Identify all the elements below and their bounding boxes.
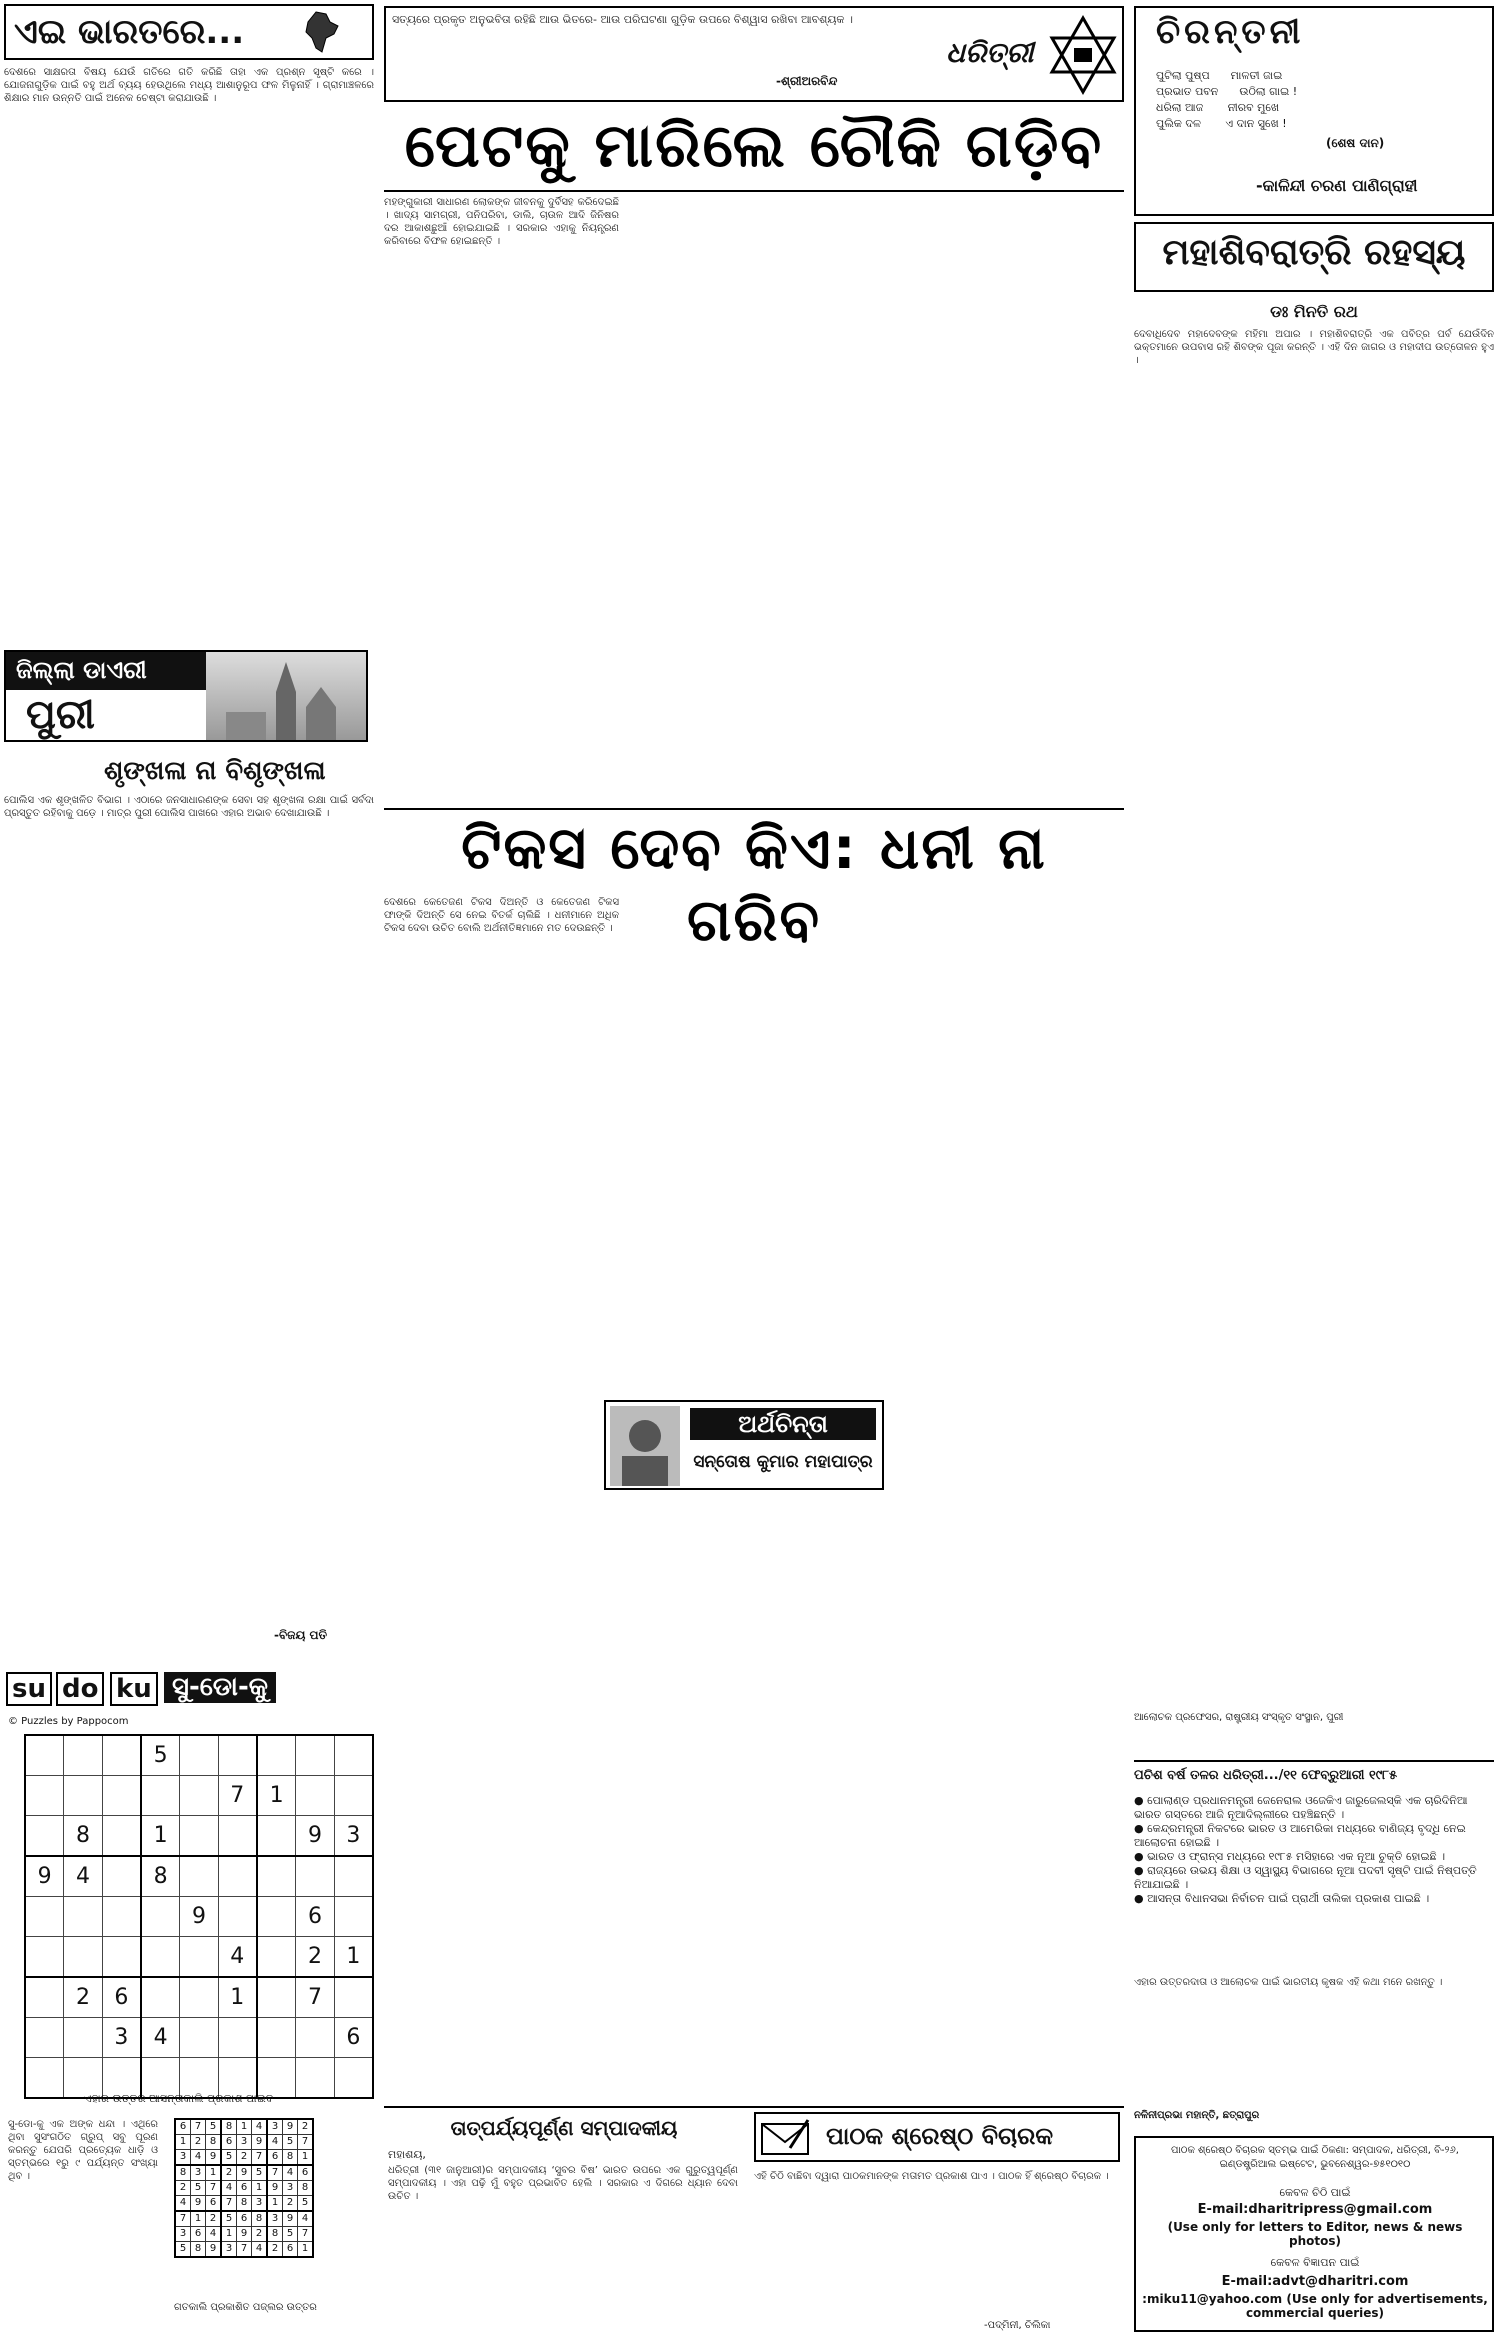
sudoku-cell[interactable] xyxy=(25,1897,64,1937)
answer-cell: 8 xyxy=(191,2242,206,2258)
sudoku-cell[interactable] xyxy=(64,1937,102,1978)
answer-cell: 4 xyxy=(175,2196,191,2212)
sudoku-answer-grid xyxy=(174,2118,314,2258)
district-article-author: -ବିଜୟ ପତି xyxy=(274,1628,328,1642)
shivaratri-feature xyxy=(1134,222,1494,1742)
answer-cell: 9 xyxy=(267,2181,283,2196)
sudoku-row xyxy=(25,1776,373,1816)
sudoku-cell[interactable] xyxy=(25,2058,64,2099)
sudoku-cell[interactable]: 6 xyxy=(102,1977,141,2018)
letters-header: ତାତ୍ପର୍ଯ୍ୟପୂର୍ଣ୍ଣ ସମ୍ପାଦକୀୟ xyxy=(450,2116,678,2140)
history-item: ● ପୋଲାଣ୍ଡ ପ୍ରଧାନମନ୍ତ୍ରୀ ଜେନେରାଲ ଓଜେକିଏ ଜାରୁଜେଲସ୍କି ଏକ ଚାରିଦିନିଆ ଭାରତ ଗସ୍ତରେ ଆଜି ନୂଆଦିଲ୍ଲୀରେ ପହଞ୍ଚିଛନ୍ତି । xyxy=(1134,1794,1468,1821)
star-emblem-icon xyxy=(1046,12,1120,98)
answer-cell: 7 xyxy=(191,2119,206,2135)
sudoku-cell[interactable] xyxy=(64,1735,102,1776)
sudoku-answer-caption-bottom: ଗତକାଲି ପ୍ରକାଶିତ ପଜ୍‌ଲର ଉତ୍ତର xyxy=(174,2302,317,2313)
answer-cell: 1 xyxy=(206,2165,222,2181)
answer-cell: 9 xyxy=(252,2135,268,2150)
budget-col-3 xyxy=(884,896,1119,2091)
answer-cell: 7 xyxy=(175,2211,191,2227)
budget-top-rule xyxy=(384,808,1124,810)
sudoku-cell[interactable] xyxy=(180,1856,218,1897)
answer-cell: 9 xyxy=(206,2242,222,2258)
sudoku-cell[interactable]: 3 xyxy=(102,2018,141,2058)
ad-email2-link[interactable]: :miku11@yahoo.com (Use only for advertisements, commercial queries) xyxy=(1142,2292,1488,2320)
sudoku-cell[interactable]: 8 xyxy=(141,1856,180,1897)
answer-cell: 8 xyxy=(206,2135,222,2150)
sudoku-cell[interactable] xyxy=(25,2018,64,2058)
email-link[interactable]: E-mail:dharitripress@gmail.com xyxy=(1197,2202,1433,2217)
feature-title-box xyxy=(1134,222,1494,292)
letters-right-text xyxy=(1134,1976,1494,2106)
sudoku-cell[interactable] xyxy=(334,1977,373,2018)
sudoku-cell[interactable] xyxy=(25,1735,64,1776)
answer-cell: 1 xyxy=(175,2135,191,2150)
answer-cell: 9 xyxy=(283,2119,298,2135)
answer-cell: 9 xyxy=(237,2165,252,2181)
sudoku-answer-caption: ଏହାର ଉତ୍ତର ଆସନ୍ତାକାଲି ପ୍ରକାଶ ପାଇବ xyxy=(84,2092,274,2105)
sudoku-row xyxy=(25,1816,373,1857)
answer-cell: 6 xyxy=(206,2196,222,2212)
answer-cell: 4 xyxy=(283,2165,298,2181)
section-title: ଏଇ ଭାରତରେ... xyxy=(14,12,245,52)
temple-image xyxy=(206,652,366,740)
sudoku-cell[interactable]: 5 xyxy=(141,1735,180,1776)
answer-cell: 3 xyxy=(283,2181,298,2196)
poem-title: ଚିରନ୍ତନୀ xyxy=(1156,12,1305,52)
answer-cell: 2 xyxy=(283,2196,298,2212)
sudoku-cell[interactable] xyxy=(180,1816,218,1857)
sudoku-grid[interactable] xyxy=(24,1734,374,2099)
answer-cell: 4 xyxy=(252,2242,268,2258)
feature-author: ଡଃ ମିନତି ରଥ xyxy=(1270,302,1358,321)
answer-cell: 3 xyxy=(267,2119,283,2135)
left-column xyxy=(4,4,374,1654)
sudoku-cell[interactable] xyxy=(64,2018,102,2058)
sudoku-cell[interactable] xyxy=(25,1977,64,2018)
budget-author: ସନ୍ତୋଷ କୁମାର ମହାପାତ୍ର xyxy=(693,1452,873,1472)
poem-lines xyxy=(1156,68,1476,132)
sudoku-cell[interactable] xyxy=(180,1776,218,1816)
sudoku-cell[interactable] xyxy=(334,1776,373,1816)
sudoku-cell[interactable] xyxy=(296,1856,334,1897)
answer-cell: 4 xyxy=(191,2150,206,2166)
masthead-quote-author: -ଶ୍ରୀଅରବିନ୍ଦ xyxy=(776,74,838,88)
editorial-col-1 xyxy=(384,196,619,796)
sudoku-cell[interactable] xyxy=(102,1816,141,1857)
sudoku-cell[interactable]: 4 xyxy=(218,1937,257,1978)
district-diary-label: ଜିଲ୍ଲା ଡାଏରୀ xyxy=(6,652,206,690)
letters-section xyxy=(384,2106,1124,2336)
best-letter-title: ପାଠକ ଶ୍ରେଷ୍ଠ ବିଚାରକ xyxy=(826,2122,1054,2150)
sudoku-cell[interactable] xyxy=(102,1897,141,1937)
answer-cell: 6 xyxy=(267,2150,283,2166)
answer-cell: 4 xyxy=(298,2211,314,2227)
letters-text xyxy=(388,2164,738,2334)
answer-cell: 8 xyxy=(252,2211,268,2227)
history-item: ● କେନ୍ଦ୍ରମନ୍ତ୍ରୀ ନିକଟରେ ଭାରତ ଓ ଆମେରିକା ମଧ୍ୟରେ ବାଣିଜ୍ୟ ବୃଦ୍ଧି ନେଇ ଆଲୋଚନା ହୋଇଛି । xyxy=(1134,1822,1466,1849)
history-item: ● ରାଜ୍ୟରେ ଉଭୟ ଶିକ୍ଷା ଓ ସ୍ୱାସ୍ଥ୍ୟ ବିଭାଗରେ ନୂଆ ପଦବୀ ସୃଷ୍ଟି ପାଇଁ ନିଷ୍ପତ୍ତି ନିଆଯାଇଛି । xyxy=(1134,1864,1477,1891)
sudoku-logo-do: do xyxy=(56,1672,104,1706)
sudoku-row xyxy=(175,2211,313,2227)
answer-cell: 5 xyxy=(206,2119,222,2135)
contact-header: ପାଠକ ଶ୍ରେଷ୍ଠ ବିଚାରକ ସ୍ତମ୍ଭ ପାଇଁ ଠିକଣା: ସମ୍ପାଦକ, ଧରିତ୍ରୀ, ବି-୨୬, ଇଣ୍ଡଷ୍ଟ୍ରିଆଲ ଇଷ୍ଟେଟ, ଭୁବନେଶ୍ୱର-୭୫୧୦୧୦ xyxy=(1171,2145,1459,2170)
answer-cell: 7 xyxy=(267,2165,283,2181)
sudoku-row xyxy=(175,2181,313,2196)
sudoku-cell[interactable] xyxy=(334,1735,373,1776)
district-diary-banner xyxy=(4,650,368,742)
budget-col-2 xyxy=(634,896,869,2091)
best-letter-body: ଏହି ଚିଠି ବାଛିବା ଦ୍ୱାରା ପାଠକମାନଙ୍କ ମତାମତ ପ୍ରକାଶ ପାଏ । ପାଠକ ହିଁ ଶ୍ରେଷ୍ଠ ବିଚାରକ । xyxy=(754,2171,1109,2182)
sudoku-cell[interactable] xyxy=(180,1977,218,2018)
sudoku-cell[interactable]: 6 xyxy=(334,2018,373,2058)
history-list xyxy=(1134,1794,1494,1906)
budget-article-section xyxy=(384,808,1124,2098)
masthead-quote-text: ସତ୍ୟରେ ପ୍ରକୃତ ଅନୁଭବିତା ରହିଛି ଆଉ ଭିତରେ- ଆଉ ପରିଘଟଣା ଗୁଡ଼ିକ ଉପରେ ବିଶ୍ୱାସ ରଖିବା ଆବଶ୍ୟକ । xyxy=(392,13,853,26)
sudoku-cell[interactable] xyxy=(257,1977,296,2018)
history-header: ପଚିଶ ବର୍ଷ ତଳର ଧରିତ୍ରୀ.../୧୧ ଫେବ୍ରୁଆରୀ ୧୯୮୫ xyxy=(1134,1768,1398,1783)
feature-text xyxy=(1134,328,1494,1698)
sudoku-cell[interactable] xyxy=(64,1897,102,1937)
answer-cell: 3 xyxy=(237,2135,252,2150)
sudoku-cell[interactable] xyxy=(296,1735,334,1776)
answer-cell: 4 xyxy=(206,2227,222,2242)
letter-signature: -ପଦ୍ମିନୀ, ଚିଲିକା xyxy=(984,2320,1051,2331)
feature-footer: ଆଲୋଚକ ପ୍ରଫେସର, ରାଷ୍ଟ୍ରୀୟ ସଂସ୍କୃତ ସଂସ୍ଥାନ, ପୁରୀ xyxy=(1134,1712,1344,1723)
sudoku-logo-ku: ku xyxy=(110,1672,158,1706)
answer-cell: 3 xyxy=(175,2227,191,2242)
feature-title: ମହାଶିବରାତ୍ରି ରହସ୍ୟ xyxy=(1162,232,1466,273)
history-item: ● ଆସନ୍ତା ବିଧାନସଭା ନିର୍ବାଚନ ପାଇଁ ପ୍ରାର୍ଥୀ ତାଲିକା ପ୍ରକାଶ ପାଇଛି । xyxy=(1134,1892,1430,1905)
answer-cell: 5 xyxy=(175,2242,191,2258)
answer-cell: 6 xyxy=(298,2165,314,2181)
letters-salutation: ମହାଶୟ, xyxy=(388,2148,426,2161)
answer-cell: 6 xyxy=(191,2227,206,2242)
answer-cell: 7 xyxy=(298,2227,314,2242)
answer-cell: 3 xyxy=(221,2242,237,2258)
sudoku-cell[interactable] xyxy=(180,1735,218,1776)
masthead-logo xyxy=(946,10,1036,98)
sudoku-odia-title: ସୁ-ଡୋ-କୁ xyxy=(164,1672,276,1703)
sudoku-cell[interactable] xyxy=(141,1937,180,1978)
district-article-body: ପୋଲିସ ଏକ ଶୃଙ୍ଖଳିତ ବିଭାଗ । ଏଠାରେ ଜନସାଧାରଣଙ୍କ ସେବା ସହ ଶୃଙ୍ଖଳା ରକ୍ଷା ପାଇଁ ସର୍ବଦା ପ୍ରସ୍ତୁତ ରହିବାକୁ ପଡ଼େ । ମାତ୍ର ପୁରୀ ପୋଲିସ ପାଖରେ ଏହାର ଅଭାବ ଦେଖାଯାଉଛି । xyxy=(4,795,374,820)
sudoku-cell[interactable] xyxy=(102,1735,141,1776)
sudoku-cell[interactable] xyxy=(180,1937,218,1978)
answer-cell: 4 xyxy=(221,2181,237,2196)
sudoku-cell[interactable]: 7 xyxy=(218,1776,257,1816)
letters-body: ଧରିତ୍ରୀ (୩୧ ଜାନୁଆରୀ)ର ସମ୍ପାଦକୀୟ ‘ସୁବର ବିଷ’ ଭାରତ ଉପରେ ଏକ ଗୁରୁତ୍ୱପୂର୍ଣ୍ଣ ସମ୍ପାଦକୀୟ । ଏହା ପଢ଼ି ମୁଁ ବହୁତ ପ୍ରଭାବିତ ହେଲି । ସରକାର ଏ ଦିଗରେ ଧ୍ୟାନ ଦେବା ଉଚିତ । xyxy=(388,2165,738,2203)
answer-cell: 4 xyxy=(252,2119,268,2135)
sudoku-cell[interactable] xyxy=(334,1897,373,1937)
budget-headline: ଟିକସ ଦେବ କିଏ: ଧନୀ ନା ଗରିବ xyxy=(461,814,1047,954)
letters-right-signature: ନଳିନୀପ୍ରଭା ମହାନ୍ତି, ଛତ୍ରାପୁର xyxy=(1134,2110,1260,2121)
sudoku-cell[interactable]: 1 xyxy=(334,1937,373,1978)
sudoku-cell[interactable] xyxy=(25,1937,64,1978)
sudoku-cell[interactable]: 1 xyxy=(257,1776,296,1816)
answer-cell: 1 xyxy=(267,2196,283,2212)
sudoku-row xyxy=(25,1856,373,1897)
left-article-body: ଦେଶରେ ସାକ୍ଷରତା ବିଷୟ ଯେଉଁ ଗତିରେ ଗତି କରିଛି ତାହା ଏକ ପ୍ରଶ୍ନ ସୃଷ୍ଟି କରେ । ଯୋଜନାଗୁଡ଼ିକ ପାଇଁ ବହୁ ଅର୍ଥ ବ୍ୟୟ ହେଉଥିଲେ ମଧ୍ୟ ଆଶାନୁରୂପ ଫଳ ମିଳୁନାହିଁ । ଗ୍ରାମାଞ୍ଚଳରେ ଶିକ୍ଷାର ମାନ ଉନ୍ନତି ପାଇଁ ଅନେକ ଚେଷ୍ଟା କରାଯାଉଛି । xyxy=(4,67,374,105)
answer-cell: 8 xyxy=(221,2119,237,2135)
answer-cell: 9 xyxy=(283,2211,298,2227)
answer-cell: 1 xyxy=(221,2227,237,2242)
sudoku-row xyxy=(175,2150,313,2166)
india-map-icon xyxy=(296,8,346,58)
sudoku-row xyxy=(175,2165,313,2181)
editorial-section xyxy=(384,110,1124,800)
answer-cell: 4 xyxy=(267,2135,283,2150)
section-header-bar xyxy=(4,4,374,60)
sudoku-cell[interactable] xyxy=(102,1856,141,1897)
answer-cell: 2 xyxy=(191,2135,206,2150)
sudoku-cell[interactable] xyxy=(257,1735,296,1776)
sudoku-logo-su: su xyxy=(6,1672,52,1706)
answer-cell: 1 xyxy=(191,2211,206,2227)
answer-cell: 8 xyxy=(237,2196,252,2212)
sudoku-credit: © Puzzles by Pappocom xyxy=(8,1716,129,1727)
sudoku-cell[interactable] xyxy=(102,1937,141,1978)
sudoku-cell[interactable] xyxy=(141,1897,180,1937)
answer-cell: 5 xyxy=(221,2150,237,2166)
answer-cell: 5 xyxy=(283,2135,298,2150)
budget-col-1 xyxy=(384,896,619,2091)
sudoku-cell[interactable] xyxy=(141,1977,180,2018)
sudoku-row xyxy=(175,2196,313,2212)
editorial-headline: ପେଟକୁ ମାରିଲେ ଚୌକି ଗଡ଼ିବ xyxy=(404,111,1104,181)
sudoku-row xyxy=(25,1735,373,1776)
sudoku-cell[interactable] xyxy=(257,2018,296,2058)
answer-cell: 1 xyxy=(237,2119,252,2135)
answer-cell: 5 xyxy=(283,2227,298,2242)
sudoku-cell[interactable]: 9 xyxy=(296,1816,334,1857)
poem-line: ପୁଟିଲା ପୁଷ୍ପ ମାଳତୀ ଜାଇ xyxy=(1156,69,1283,82)
sudoku-cell[interactable] xyxy=(296,2058,334,2099)
answer-cell: 8 xyxy=(298,2181,314,2196)
answer-cell: 2 xyxy=(221,2165,237,2181)
masthead-paper-name: ଧରିତ୍ରୀ xyxy=(946,36,1034,69)
answer-cell: 8 xyxy=(283,2150,298,2166)
sudoku-cell[interactable] xyxy=(257,1856,296,1897)
contact-box xyxy=(1134,2136,1494,2332)
answer-cell: 1 xyxy=(252,2181,268,2196)
budget-body: ଦେଶରେ କେତେଜଣ ଟିକସ ଦିଅନ୍ତି ଓ କେତେଜଣ ଟିକସ ଫାଙ୍କି ଦିଅନ୍ତି ସେ ନେଇ ବିତର୍କ ଚାଲିଛି । ଧନୀମାନେ ଅଧିକ ଟିକସ ଦେବା ଉଚିତ ବୋଲି ଅର୍ଥନୀତିଜ୍ଞମାନେ ମତ ଦେଉଛନ୍ତି । xyxy=(384,897,619,935)
sudoku-row xyxy=(25,1897,373,1937)
sudoku-cell[interactable] xyxy=(102,1776,141,1816)
editorial-col-3 xyxy=(884,196,1119,796)
sudoku-cell[interactable] xyxy=(218,1897,257,1937)
left-article-text xyxy=(4,66,374,556)
masthead-quote xyxy=(392,12,932,72)
answer-cell: 6 xyxy=(283,2242,298,2258)
answer-cell: 6 xyxy=(175,2119,191,2135)
sudoku-cell[interactable] xyxy=(180,2018,218,2058)
sudoku-row xyxy=(175,2135,313,2150)
feature-body: ଦେବାଧିଦେବ ମହାଦେବଙ୍କ ମହିମା ଅପାର । ମହାଶିବରାତ୍ରି ଏକ ପବିତ୍ର ପର୍ବ ଯେଉଁଦିନ ଭକ୍ତମାନେ ଉପବାସ ରହି ଶିବଙ୍କ ପୂଜା କରନ୍ତି । ଏହି ଦିନ ଜାଗର ଓ ମହାଦୀପ ଉତ୍ତୋଳନ ହୁଏ । xyxy=(1134,329,1494,367)
answer-cell: 2 xyxy=(252,2227,268,2242)
sudoku-cell[interactable] xyxy=(218,1816,257,1857)
best-letter-text xyxy=(754,2170,1120,2320)
poem-line: ଧରିଲା ଆଜ ନୀରବ ମୁଖେ xyxy=(1156,101,1280,114)
answer-cell: 3 xyxy=(175,2150,191,2166)
masthead xyxy=(384,6,1124,102)
sudoku-cell[interactable] xyxy=(296,1776,334,1816)
answer-cell: 7 xyxy=(298,2135,314,2150)
sudoku-howto xyxy=(8,2118,158,2328)
email-note: (Use only for letters to Editor, news & news photos) xyxy=(1167,2220,1463,2248)
sudoku-cell[interactable]: 9 xyxy=(25,1856,64,1897)
district-name: ପୁରୀ xyxy=(26,692,95,738)
sudoku-cell[interactable]: 1 xyxy=(218,1977,257,2018)
sudoku-row xyxy=(25,1977,373,2018)
email-label: କେବଳ ଚିଠି ପାଇଁ xyxy=(1279,2186,1351,2199)
arthachinta-box xyxy=(604,1400,884,1490)
answer-cell: 7 xyxy=(206,2181,222,2196)
author-photo xyxy=(610,1406,680,1486)
answer-cell: 6 xyxy=(221,2135,237,2150)
answer-cell: 2 xyxy=(206,2211,222,2227)
letters-right-body: ଏହାର ଉତ୍ତରଦାତା ଓ ଆଲୋଚକ ପାଇଁ ଭାରତୀୟ କୃଷକ ଏହି କଥା ମନେ ରଖନ୍ତୁ । xyxy=(1134,1977,1443,1988)
arthachinta-label: ଅର୍ଥଚିନ୍ତା xyxy=(690,1408,876,1440)
answer-cell: 5 xyxy=(252,2165,268,2181)
sudoku-cell[interactable] xyxy=(334,2058,373,2099)
sudoku-cell[interactable] xyxy=(257,1937,296,1978)
sudoku-cell[interactable]: 2 xyxy=(64,1977,102,2018)
editorial-col-2 xyxy=(634,196,869,796)
district-article-text xyxy=(4,794,374,1614)
answer-cell: 7 xyxy=(237,2242,252,2258)
answer-cell: 9 xyxy=(237,2227,252,2242)
district-article-title: ଶୃଙ୍ଖଳା ନା ବିଶୃଙ୍ଖଳା xyxy=(104,756,326,786)
poem-line: ପୁଲିକ ଦଳ ଏ ଦାନ ସୁଖେ ! xyxy=(1156,117,1287,130)
best-letter-banner xyxy=(754,2112,1120,2162)
poet-name: -କାଳିନ୍ଦୀ ଚରଣ ପାଣିଗ୍ରାହୀ xyxy=(1256,176,1418,195)
sudoku-row xyxy=(25,1937,373,1978)
sudoku-cell[interactable]: 4 xyxy=(64,1856,102,1897)
poem-line: ପ୍ରଭାତ ପବନ ଉଠିଲା ଗାଇ ! xyxy=(1156,85,1298,98)
sudoku-cell[interactable] xyxy=(296,2018,334,2058)
sudoku-section xyxy=(4,1672,374,2336)
answer-cell: 2 xyxy=(175,2181,191,2196)
answer-cell: 3 xyxy=(267,2211,283,2227)
answer-cell: 7 xyxy=(252,2150,268,2166)
answer-cell: 7 xyxy=(221,2196,237,2212)
editorial-divider xyxy=(384,190,1124,192)
answer-cell: 5 xyxy=(191,2181,206,2196)
sudoku-cell[interactable] xyxy=(25,1816,64,1857)
sudoku-row xyxy=(25,2018,373,2058)
sudoku-cell[interactable] xyxy=(257,1897,296,1937)
answer-cell: 8 xyxy=(267,2227,283,2242)
answer-cell: 5 xyxy=(298,2196,314,2212)
sudoku-cell[interactable] xyxy=(257,1816,296,1857)
sudoku-cell[interactable]: 9 xyxy=(180,1897,218,1937)
answer-cell: 2 xyxy=(267,2242,283,2258)
answer-cell: 9 xyxy=(206,2150,222,2166)
sudoku-cell[interactable]: 6 xyxy=(296,1897,334,1937)
letters-right-column xyxy=(1134,1974,1494,2334)
sudoku-howto-text: ସୁ-ଡୋ-କୁ ଏକ ଅଙ୍କ ଧନ୍ଦା । ଏଥିରେ ଥିବା ସୁସଂଗଠିତ ଗ୍ରୁପ୍ ସବୁ ପୂରଣ କରନ୍ତୁ ଯେପରି ପ୍ରତ୍ୟେକ ଧାଡ଼ି ଓ ସ୍ତମ୍ଭରେ ୧ରୁ ୯ ପର୍ଯ୍ୟନ୍ତ ସଂଖ୍ୟା ଥିବ । xyxy=(8,2119,158,2183)
answer-cell: 2 xyxy=(298,2119,314,2135)
answer-cell: 3 xyxy=(252,2196,268,2212)
editorial-body: ମହଙ୍ଗୁକାରୀ ସାଧାରଣ ଲୋକଙ୍କ ଜୀବନକୁ ଦୁର୍ବିସହ କରିଦେଇଛି । ଖାଦ୍ୟ ସାମଗ୍ରୀ, ପନିପରିବା, ଡାଲି, ଚାଉଳ ଆଦି ଜିନିଷର ଦର ଆକାଶଛୁଆଁ ହୋଇଯାଇଛି । ସରକାର ଏହାକୁ ନିୟନ୍ତ୍ରଣ କରିବାରେ ବିଫଳ ହୋଇଛନ୍ତି । xyxy=(384,197,619,248)
sudoku-row xyxy=(175,2242,313,2258)
poem-end: (ଶେଷ ଦାନ) xyxy=(1326,136,1385,150)
ad-email-link[interactable]: E-mail:advt@dharitri.com xyxy=(1221,2274,1409,2289)
sudoku-cell[interactable] xyxy=(218,2018,257,2058)
answer-cell: 2 xyxy=(237,2150,252,2166)
sudoku-cell[interactable] xyxy=(218,1856,257,1897)
sudoku-cell[interactable]: 7 xyxy=(296,1977,334,2018)
sudoku-cell[interactable] xyxy=(141,1776,180,1816)
sudoku-cell[interactable]: 1 xyxy=(141,1816,180,1857)
answer-cell: 5 xyxy=(221,2211,237,2227)
answer-cell: 3 xyxy=(191,2165,206,2181)
sudoku-cell[interactable]: 2 xyxy=(296,1937,334,1978)
answer-cell: 9 xyxy=(191,2196,206,2212)
sudoku-cell[interactable] xyxy=(25,1776,64,1816)
answer-cell: 1 xyxy=(298,2242,314,2258)
poem-box xyxy=(1134,6,1494,216)
sudoku-cell[interactable]: 3 xyxy=(334,1816,373,1857)
sudoku-logo xyxy=(4,1672,374,1712)
envelope-icon xyxy=(760,2118,810,2158)
history-section xyxy=(1134,1760,1494,1966)
answer-cell: 8 xyxy=(175,2165,191,2181)
answer-cell: 1 xyxy=(298,2150,314,2166)
sudoku-cell[interactable]: 8 xyxy=(64,1816,102,1857)
sudoku-cell[interactable]: 4 xyxy=(141,2018,180,2058)
answer-cell: 6 xyxy=(237,2181,252,2196)
sudoku-cell[interactable] xyxy=(218,1735,257,1776)
ad-label: କେବଳ ବିଜ୍ଞାପନ ପାଇଁ xyxy=(1270,2256,1360,2269)
sudoku-row xyxy=(175,2227,313,2242)
answer-cell: 6 xyxy=(237,2211,252,2227)
sudoku-cell[interactable] xyxy=(64,1776,102,1816)
sudoku-row xyxy=(175,2119,313,2135)
sudoku-cell[interactable] xyxy=(334,1856,373,1897)
history-item: ● ଭାରତ ଓ ଫ୍ରାନ୍ସ ମଧ୍ୟରେ ୧୯୮୫ ମସିହାରେ ଏକ ନୂଆ ଚୁକ୍ତି ହୋଇଛି । xyxy=(1134,1850,1446,1863)
